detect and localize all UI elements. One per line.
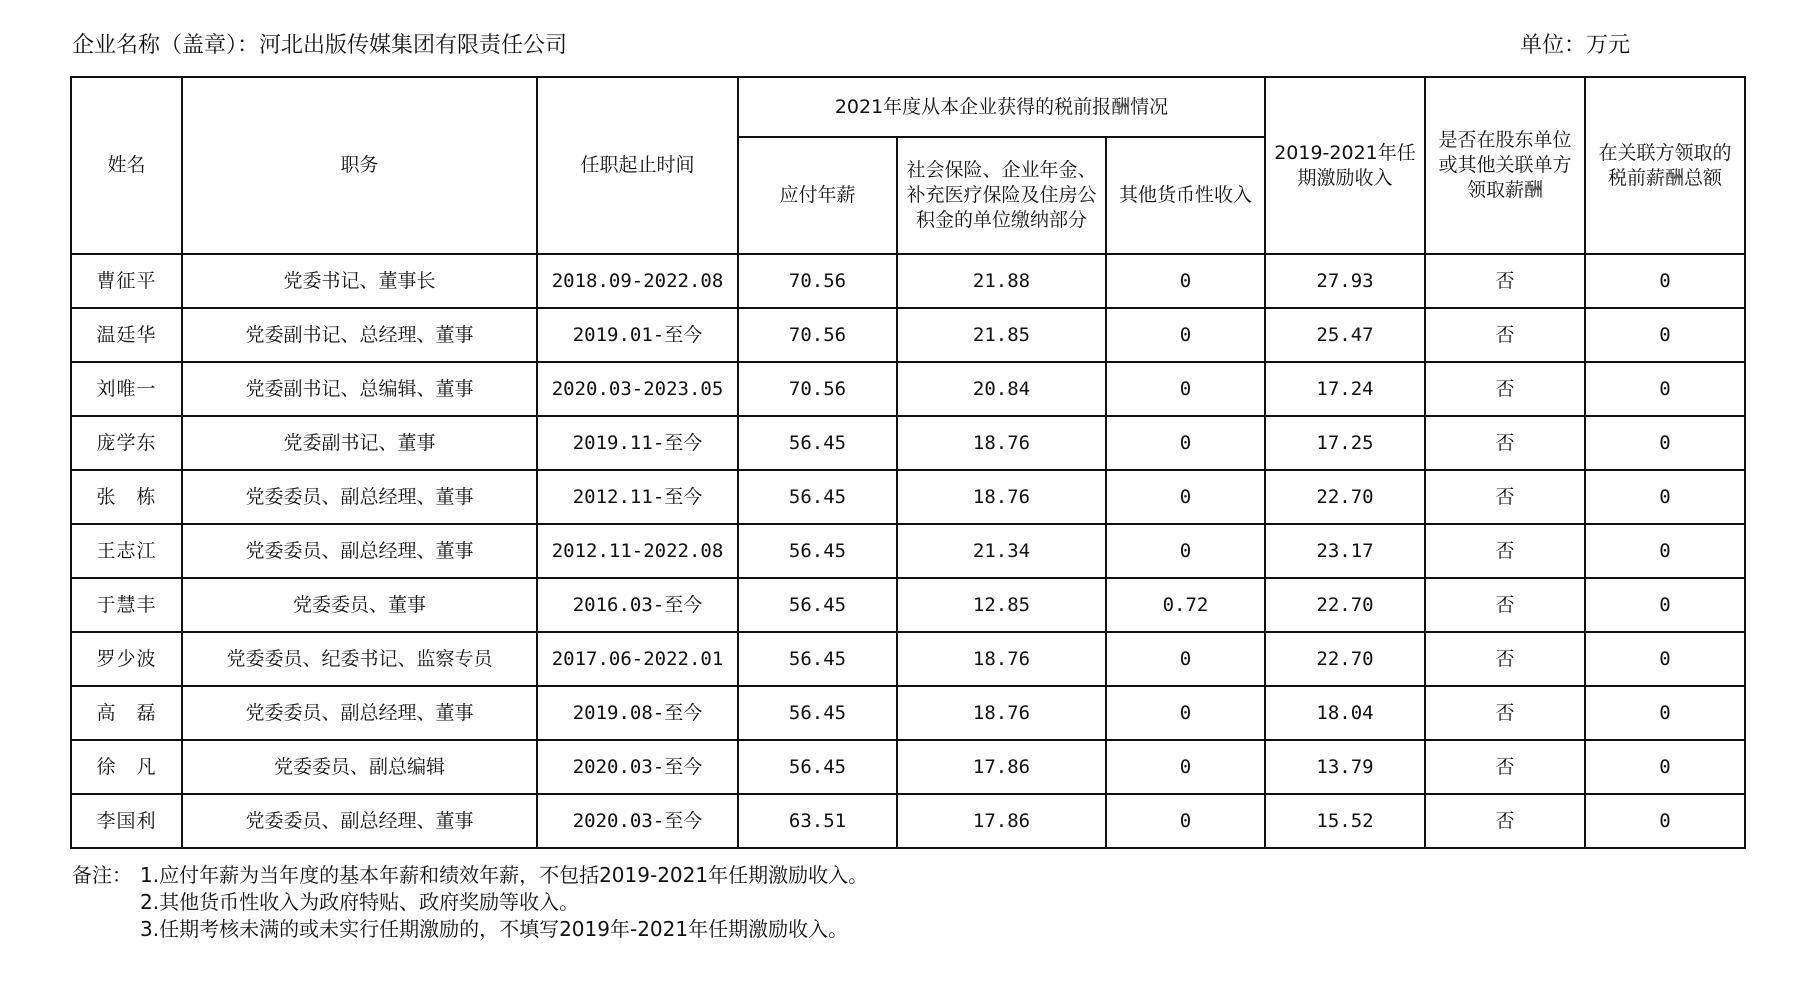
header-other-income: 其他货币性收入: [1106, 137, 1265, 254]
cell-position: 党委委员、副总编辑: [182, 740, 537, 794]
table-row: [71, 362, 1745, 416]
header-row-top: [71, 77, 1745, 137]
cell-name: 高 磊: [71, 686, 182, 740]
cell-term: 2019.01-至今: [537, 308, 738, 362]
header-related-total: 在关联方领取的税前薪酬总额: [1585, 77, 1745, 254]
cell-incentive: 22.70: [1265, 470, 1425, 524]
cell-shareholder: 否: [1425, 794, 1585, 848]
cell-related-total: 0: [1585, 470, 1745, 524]
cell-term: 2017.06-2022.01: [537, 632, 738, 686]
cell-incentive: 15.52: [1265, 794, 1425, 848]
cell-related-total: 0: [1585, 308, 1745, 362]
header-shareholder: 是否在股东单位或其他关联单方领取薪酬: [1425, 77, 1585, 254]
cell-salary: 56.45: [738, 578, 897, 632]
cell-name: 徐 凡: [71, 740, 182, 794]
cell-position: 党委副书记、总编辑、董事: [182, 362, 537, 416]
cell-term: 2012.11-至今: [537, 470, 738, 524]
cell-other-income: 0: [1106, 416, 1265, 470]
table-row: [71, 794, 1745, 848]
cell-term: 2019.08-至今: [537, 686, 738, 740]
cell-position: 党委委员、副总经理、董事: [182, 686, 537, 740]
cell-other-income: 0: [1106, 794, 1265, 848]
cell-term: 2020.03-2023.05: [537, 362, 738, 416]
cell-position: 党委委员、纪委书记、监察专员: [182, 632, 537, 686]
table-row: [71, 686, 1745, 740]
cell-insurance: 17.86: [897, 794, 1106, 848]
cell-other-income: 0: [1106, 470, 1265, 524]
cell-salary: 70.56: [738, 362, 897, 416]
header-name: 姓名: [71, 77, 182, 254]
table-row: [71, 524, 1745, 578]
header-incentive: 2019-2021年任期激励收入: [1265, 77, 1425, 254]
cell-shareholder: 否: [1425, 578, 1585, 632]
cell-related-total: 0: [1585, 794, 1745, 848]
cell-other-income: 0.72: [1106, 578, 1265, 632]
header-position: 职务: [182, 77, 537, 254]
cell-salary: 56.45: [738, 524, 897, 578]
cell-incentive: 18.04: [1265, 686, 1425, 740]
cell-position: 党委委员、副总经理、董事: [182, 470, 537, 524]
cell-term: 2016.03-至今: [537, 578, 738, 632]
cell-other-income: 0: [1106, 524, 1265, 578]
note-text-2: 2.其他货币性收入为政府特贴、政府奖励等收入。: [140, 890, 580, 914]
cell-incentive: 13.79: [1265, 740, 1425, 794]
cell-related-total: 0: [1585, 686, 1745, 740]
cell-name: 罗少波: [71, 632, 182, 686]
cell-shareholder: 否: [1425, 308, 1585, 362]
cell-salary: 56.45: [738, 632, 897, 686]
cell-name: 庞学东: [71, 416, 182, 470]
cell-insurance: 18.76: [897, 470, 1106, 524]
cell-related-total: 0: [1585, 254, 1745, 308]
table-row: [71, 470, 1745, 524]
cell-related-total: 0: [1585, 740, 1745, 794]
cell-salary: 56.45: [738, 470, 897, 524]
cell-incentive: 27.93: [1265, 254, 1425, 308]
cell-term: 2012.11-2022.08: [537, 524, 738, 578]
cell-term: 2018.09-2022.08: [537, 254, 738, 308]
header-group-2021: 2021年度从本企业获得的税前报酬情况: [738, 77, 1265, 137]
cell-name: 王志江: [71, 524, 182, 578]
table-body: [71, 254, 1745, 848]
cell-related-total: 0: [1585, 362, 1745, 416]
table-row: [71, 740, 1745, 794]
table-row: [71, 254, 1745, 308]
company-name: 企业名称（盖章）：河北出版传媒集团有限责任公司: [72, 33, 568, 58]
cell-insurance: 17.86: [897, 740, 1106, 794]
unit-label: 单位：万元: [1519, 33, 1630, 58]
cell-name: 张 栋: [71, 470, 182, 524]
note-text-1: 1.应付年薪为当年度的基本年薪和绩效年薪，不包括2019-2021年任期激励收入。: [140, 863, 869, 887]
cell-insurance: 21.34: [897, 524, 1106, 578]
cell-name: 于慧丰: [71, 578, 182, 632]
cell-name: 温廷华: [71, 308, 182, 362]
document-header: [72, 28, 1650, 64]
cell-shareholder: 否: [1425, 416, 1585, 470]
cell-term: 2020.03-至今: [537, 794, 738, 848]
table-row: [71, 632, 1745, 686]
cell-related-total: 0: [1585, 632, 1745, 686]
cell-insurance: 18.76: [897, 686, 1106, 740]
table-row: [71, 416, 1745, 470]
cell-incentive: 23.17: [1265, 524, 1425, 578]
cell-shareholder: 否: [1425, 470, 1585, 524]
cell-incentive: 17.24: [1265, 362, 1425, 416]
cell-other-income: 0: [1106, 632, 1265, 686]
cell-name: 刘唯一: [71, 362, 182, 416]
cell-incentive: 17.25: [1265, 416, 1425, 470]
cell-salary: 70.56: [738, 254, 897, 308]
note-line-1: [72, 862, 1572, 889]
cell-position: 党委委员、董事: [182, 578, 537, 632]
table-row: [71, 578, 1745, 632]
cell-salary: 70.56: [738, 308, 897, 362]
cell-shareholder: 否: [1425, 740, 1585, 794]
cell-shareholder: 否: [1425, 524, 1585, 578]
cell-insurance: 20.84: [897, 362, 1106, 416]
note-text-3: 3.任期考核未满的或未实行任期激励的，不填写2019年-2021年任期激励收入。: [140, 917, 849, 941]
cell-position: 党委副书记、总经理、董事: [182, 308, 537, 362]
cell-name: 李国利: [71, 794, 182, 848]
cell-other-income: 0: [1106, 254, 1265, 308]
cell-insurance: 21.85: [897, 308, 1106, 362]
cell-related-total: 0: [1585, 524, 1745, 578]
notes-section: [72, 862, 1572, 943]
cell-term: 2019.11-至今: [537, 416, 738, 470]
cell-other-income: 0: [1106, 362, 1265, 416]
cell-salary: 63.51: [738, 794, 897, 848]
header-term: 任职起止时间: [537, 77, 738, 254]
cell-position: 党委委员、副总经理、董事: [182, 524, 537, 578]
cell-other-income: 0: [1106, 740, 1265, 794]
cell-related-total: 0: [1585, 578, 1745, 632]
header-insurance: 社会保险、企业年金、补充医疗保险及住房公积金的单位缴纳部分: [897, 137, 1106, 254]
cell-salary: 56.45: [738, 416, 897, 470]
cell-position: 党委副书记、董事: [182, 416, 537, 470]
cell-incentive: 25.47: [1265, 308, 1425, 362]
compensation-table: [70, 76, 1746, 849]
cell-term: 2020.03-至今: [537, 740, 738, 794]
note-line-2: [72, 889, 1572, 916]
cell-other-income: 0: [1106, 686, 1265, 740]
cell-name: 曹征平: [71, 254, 182, 308]
cell-incentive: 22.70: [1265, 578, 1425, 632]
cell-insurance: 18.76: [897, 416, 1106, 470]
cell-salary: 56.45: [738, 740, 897, 794]
note-line-3: [72, 916, 1572, 943]
cell-incentive: 22.70: [1265, 632, 1425, 686]
notes-prefix: 备注：: [72, 863, 132, 887]
cell-position: 党委书记、董事长: [182, 254, 537, 308]
cell-related-total: 0: [1585, 416, 1745, 470]
table-row: [71, 308, 1745, 362]
cell-insurance: 18.76: [897, 632, 1106, 686]
cell-shareholder: 否: [1425, 254, 1585, 308]
cell-other-income: 0: [1106, 308, 1265, 362]
header-salary: 应付年薪: [738, 137, 897, 254]
cell-shareholder: 否: [1425, 686, 1585, 740]
cell-shareholder: 否: [1425, 632, 1585, 686]
cell-salary: 56.45: [738, 686, 897, 740]
cell-position: 党委委员、副总经理、董事: [182, 794, 537, 848]
cell-insurance: 21.88: [897, 254, 1106, 308]
cell-shareholder: 否: [1425, 362, 1585, 416]
cell-insurance: 12.85: [897, 578, 1106, 632]
